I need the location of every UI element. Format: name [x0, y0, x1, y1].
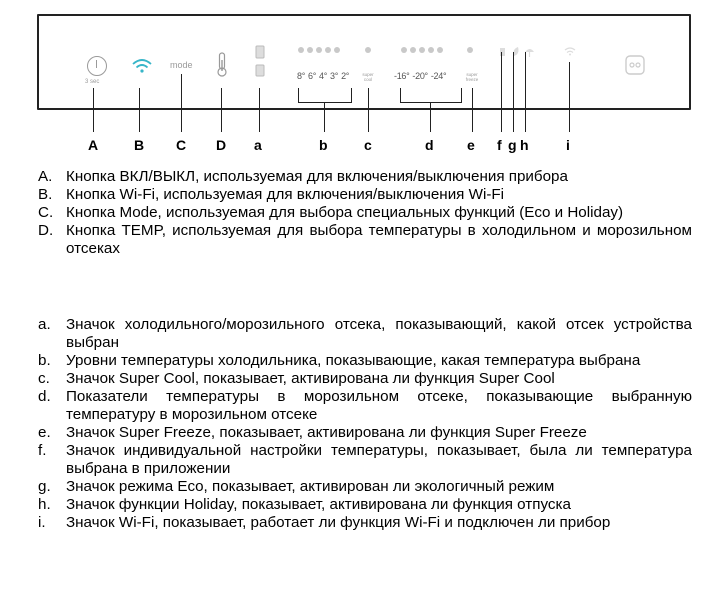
list-item: B. Кнопка Wi-Fi, используемая для включения/выключения Wi-Fi: [38, 186, 505, 203]
control-panel-diagram: [37, 14, 691, 110]
label-h: h: [520, 137, 529, 153]
label-a: a: [254, 137, 262, 153]
label-d: d: [425, 137, 434, 153]
list-item: e. Значок Super Freeze, показывает, активирована ли функция Super Freeze: [38, 424, 587, 441]
power-icon: [87, 56, 107, 76]
list-item: c. Значок Super Cool, показывает, активирована ли функция Super Cool: [38, 370, 555, 387]
label-b: b: [319, 137, 328, 153]
app-connect-icon: [624, 54, 646, 76]
super-freeze-indicator: [467, 47, 473, 53]
indicators-legend: [38, 316, 692, 532]
list-item: d. Показатели температуры в морозильном отсеке, показывающие выбранную температуру в морозильном отсеке: [38, 388, 692, 423]
buttons-legend: [38, 168, 692, 258]
freezer-temperatures: -16° -20° -24°: [394, 71, 447, 81]
label-A: A: [88, 137, 99, 153]
label-C: C: [176, 137, 187, 153]
label-e: e: [467, 137, 475, 153]
list-item: i. Значок Wi-Fi, показывает, работает ли функция Wi-Fi и подключен ли прибор: [38, 514, 611, 531]
list-item: C. Кнопка Mode, используемая для выбора специальных функций (Eco и Holiday): [38, 204, 624, 221]
list-item: D. Кнопка TEMP, используемая для выбора температуры в холодильном и морозильном отсеках: [38, 222, 692, 257]
list-item: h. Значок функции Holiday, показывает, активирована ли функция отпуска: [38, 496, 571, 513]
label-i: i: [566, 137, 570, 153]
label-g: g: [508, 137, 517, 153]
freezer-level-dots: [401, 47, 443, 53]
power-hold-label: 3 sec: [85, 79, 100, 85]
label-B: B: [134, 137, 145, 153]
super-freeze-label: super freeze: [465, 72, 479, 82]
compartment-icon: [255, 45, 265, 77]
app-eco-holiday-icons: [499, 46, 535, 58]
thermometer-icon: [216, 52, 228, 78]
list-item: a. Значок холодильного/морозильного отсека, показывающий, какой отсек устройства выбран: [38, 316, 692, 351]
wifi-button-icon: [131, 56, 153, 76]
fridge-level-dots: [298, 47, 340, 53]
list-item: f. Значок индивидуальной настройки температуры, показывает, была ли температура выбрана в приложении: [38, 442, 692, 477]
wifi-indicator-icon: [564, 46, 576, 56]
label-D: D: [216, 137, 227, 153]
super-cool-indicator: [365, 47, 371, 53]
list-item: A. Кнопка ВКЛ/ВЫКЛ, используемая для включения/выключения прибора: [38, 168, 568, 185]
list-item: b. Уровни температуры холодильника, показывающие, какая температура выбрана: [38, 352, 641, 369]
label-c: c: [364, 137, 372, 153]
fridge-temperatures: 8° 6° 4° 3° 2°: [297, 71, 350, 81]
mode-button-label: mode: [170, 60, 193, 70]
label-f: f: [497, 137, 502, 153]
list-item: g. Значок режима Eco, показывает, активирован ли экологичный режим: [38, 478, 555, 495]
super-cool-label: super cool: [362, 72, 374, 82]
